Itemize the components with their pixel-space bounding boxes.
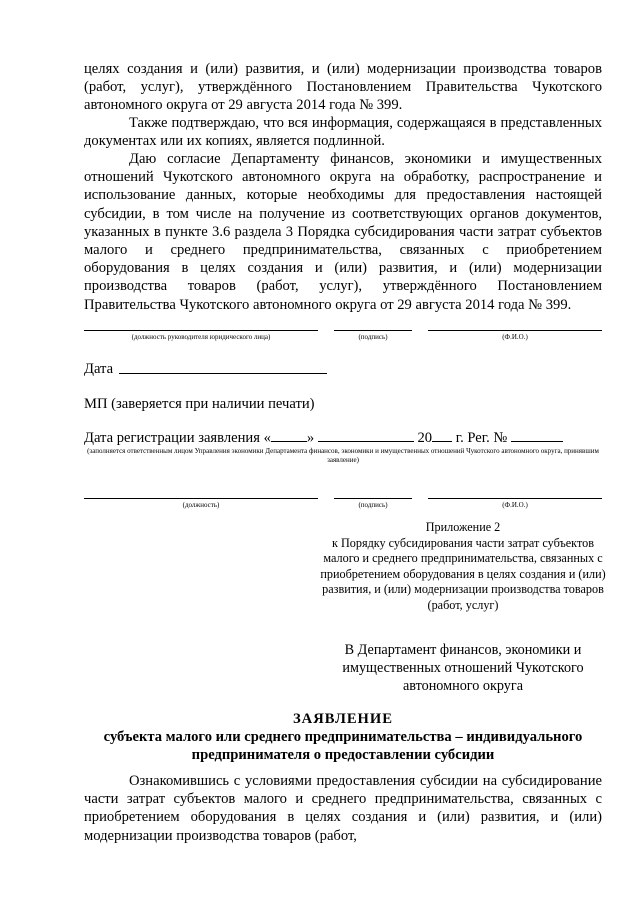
paragraph-order-reference: целях создания и (или) развития, и (или) модернизации производства товаров (работ, услуг), утверждённого Постановлением Правительства Чукотского автономного округа от 29 августа 2014 года № 399. xyxy=(84,61,602,114)
position-caption-2: (должность) xyxy=(182,501,220,509)
position-caption: (должность руководителя юридического лица) xyxy=(131,333,271,341)
registration-number-line xyxy=(511,440,563,442)
recipient-department: В Департамент финансов, экономики и имущественных отношений Чукотского автономного округа xyxy=(342,642,584,694)
registration-label: Дата регистрации заявления « xyxy=(84,430,271,446)
date-line xyxy=(119,373,327,374)
title-subtitle: субъекта малого или среднего предпринимательства – индивидуального предпринимателя о предоставлении субсидии xyxy=(103,729,583,764)
registration-month-line xyxy=(318,440,414,442)
registration-year-prefix: 20 xyxy=(417,430,433,446)
registration-year-line xyxy=(432,440,452,442)
date-label: Дата xyxy=(84,361,114,377)
signature-line-2 xyxy=(334,498,412,499)
name-caption: (Ф.И.О.) xyxy=(502,333,528,341)
stamp-label: МП (заверяется при наличии печати) xyxy=(84,396,315,412)
position-line xyxy=(84,330,318,331)
name-caption-2: (Ф.И.О.) xyxy=(502,501,528,509)
position-line-2 xyxy=(84,498,318,499)
appendix-description: к Порядку субсидирования части затрат субъектов малого и среднего предпринимательства, связанных с приобретением оборудования в целях создания и (или) развития, и (или) модернизации производства товаров (работ, услуг) xyxy=(320,535,606,612)
registration-number-label: г. Рег. № xyxy=(455,430,508,446)
name-line xyxy=(428,330,602,331)
paragraph-consent: Даю согласие Департаменту финансов, экономики и имущественных отношений Чукотского автономного округа на обработку, распространение и использование данных, которые необходимы для предоставления настоящей субсидии, в том числе на получение из соответствующих органов документов, указанных в пункте 3.6 раздела 3 Порядка субсидирования части затрат субъектов малого и среднего предпринимательства, связанных с приобретением оборудования в целях создания и (или) развития, и (или) модернизации производства товаров (работ, услуг), утверждённого Постановлением Правительства Чукотского автономного округа от 29 августа 2014 года № 399. xyxy=(84,151,602,313)
signature-caption-2: (подпись) xyxy=(358,501,388,509)
name-line-2 xyxy=(428,498,602,499)
appendix-header xyxy=(318,520,608,614)
registration-close-quote: » xyxy=(306,430,315,446)
registration-day-line xyxy=(271,440,307,442)
signature-line xyxy=(334,330,412,331)
document-title xyxy=(84,710,602,765)
paragraph-application: Ознакомившись с условиями предоставления субсидии на субсидирование части затрат субъектов малого и среднего предпринимательства, связанных с приобретением оборудования в целях создания и (или) развития, и (или) модернизации производства товаров (работ, xyxy=(84,773,602,844)
registration-line xyxy=(84,429,563,447)
paragraph-confirmation: Также подтверждаю, что вся информация, содержащаяся в представленных документах или их копиях, является подлинной. xyxy=(84,115,602,150)
registration-note: (заполняется ответственным лицом Управления экономики Департамента финансов, экономики и имущественных отношений Чукотского автономного округа, принявшим заявление) xyxy=(87,447,599,464)
signature-caption: (подпись) xyxy=(358,333,388,341)
title-main: ЗАЯВЛЕНИЕ xyxy=(292,711,393,727)
appendix-number: Приложение 2 xyxy=(425,520,501,534)
